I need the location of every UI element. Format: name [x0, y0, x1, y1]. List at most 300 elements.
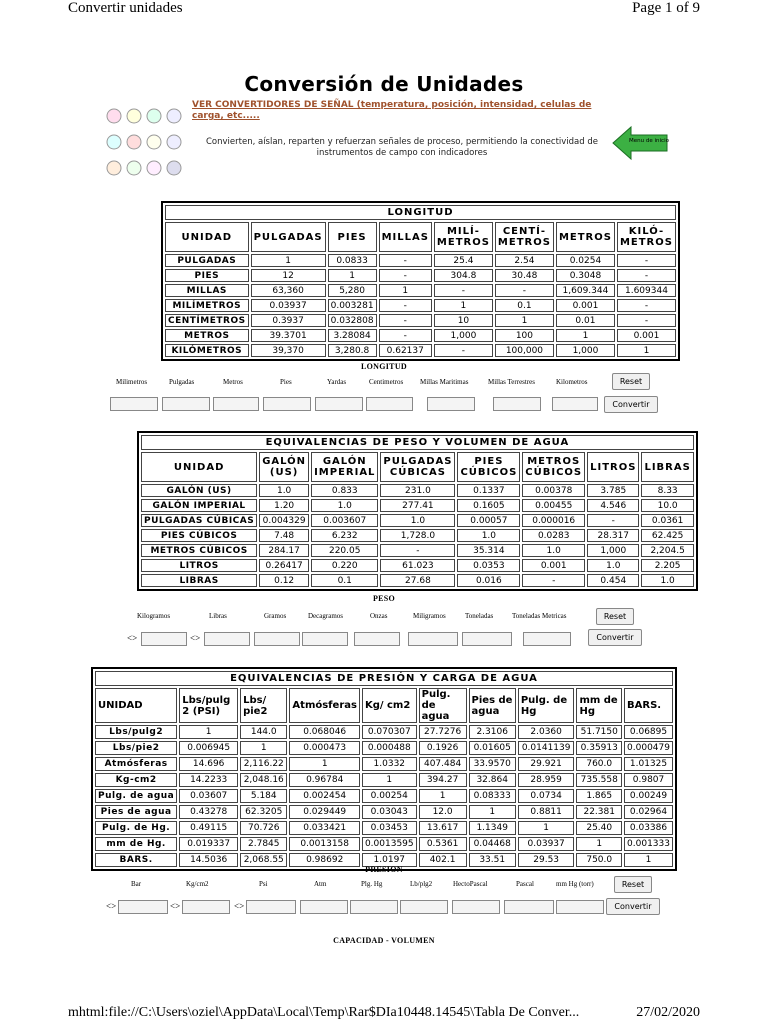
- table-cell: 30.48: [495, 269, 554, 282]
- banner-description: Convierten, aíslan, reparten y refuerzan señales de proceso, permitiendo la conectividad de instrumentos de campo con indicadores: [206, 137, 598, 158]
- length-header-7: KILÓ-METROS: [617, 222, 676, 252]
- print-header-title: Convertir unidades: [68, 0, 183, 16]
- length-form-labels: [0, 378, 768, 388]
- length-header-6: METROS: [556, 222, 615, 252]
- signal-converters-link[interactable]: VER CONVERTIDORES DE SEÑAL (temperatura, posición, intensidad, celulas de carga, etc.....: [192, 100, 592, 121]
- row-header: METROS CÚBICOS: [141, 544, 257, 557]
- pressure-form-labels: [0, 880, 768, 892]
- pressure-convert-button[interactable]: Convertir: [606, 898, 660, 915]
- longitud-input-7[interactable]: [493, 397, 541, 411]
- table-cell: 1: [240, 741, 287, 755]
- table-cell: 1: [576, 837, 622, 851]
- length-header-4: MILÍ-METROS: [434, 222, 493, 252]
- table-row: [95, 789, 673, 803]
- table-cell: 3,280.8: [328, 344, 377, 357]
- table-cell: 0.96784: [289, 773, 360, 787]
- table-cell: 0.016: [457, 574, 520, 587]
- table-cell: 1: [251, 254, 326, 267]
- longitud-label-0: Milimetros: [116, 378, 148, 386]
- table-cell: 3.28084: [328, 329, 377, 342]
- table-cell: 0.00455: [522, 499, 585, 512]
- peso-input-7[interactable]: [523, 632, 571, 646]
- pressure-table: [91, 667, 677, 871]
- row-header: METROS: [165, 329, 249, 342]
- table-row: [141, 529, 694, 542]
- table-cell: 0.00378: [522, 484, 585, 497]
- table-cell: 1.0: [311, 499, 378, 512]
- table-cell: 0.03937: [518, 837, 575, 851]
- table-row: [165, 299, 676, 312]
- table-row: [165, 284, 676, 297]
- peso-input-5[interactable]: [408, 632, 458, 646]
- table-cell: 1: [518, 821, 575, 835]
- table-cell: 0.0283: [522, 529, 585, 542]
- presion-prefix-1: <>: [170, 901, 181, 911]
- table-cell: 2.0360: [518, 725, 575, 739]
- table-cell: 2,116.22: [240, 757, 287, 771]
- presion-prefix-2: <>: [234, 901, 245, 911]
- table-cell: 0.04468: [469, 837, 516, 851]
- table-row: [95, 805, 673, 819]
- table-cell: 284.17: [259, 544, 309, 557]
- row-header: Kg-cm2: [95, 773, 177, 787]
- table-cell: 304.8: [434, 269, 493, 282]
- longitud-label-2: Metros: [223, 378, 243, 386]
- table-cell: 1,000: [556, 344, 615, 357]
- table-cell: 0.000016: [522, 514, 585, 527]
- pressure-header-9: BARS.: [624, 688, 673, 723]
- table-cell: 0.3937: [251, 314, 326, 327]
- table-cell: 22.381: [576, 805, 622, 819]
- table-cell: 0.62137: [379, 344, 432, 357]
- table-cell: 0.49115: [179, 821, 238, 835]
- presion-label-1: Kg/cm2: [186, 880, 209, 888]
- peso-label-5: Miligramos: [413, 612, 446, 620]
- table-cell: 13.617: [419, 821, 467, 835]
- table-row: [141, 559, 694, 572]
- table-cell: 27.7276: [419, 725, 467, 739]
- table-cell: 0.454: [587, 574, 639, 587]
- table-cell: -: [379, 299, 432, 312]
- row-header: PIES CÚBICOS: [141, 529, 257, 542]
- table-row: [165, 314, 676, 327]
- pressure-form-title: PRESION: [365, 865, 403, 874]
- presion-input-0[interactable]: [118, 900, 168, 914]
- table-cell: -: [617, 269, 676, 282]
- weight-header-4: PIES CÚBICOS: [457, 452, 520, 482]
- table-cell: 402.1: [419, 853, 467, 867]
- table-cell: 0.02964: [624, 805, 673, 819]
- table-cell: 35.314: [457, 544, 520, 557]
- peso-input-3[interactable]: [302, 632, 348, 646]
- presion-input-3[interactable]: [300, 900, 348, 914]
- row-header: Atmósferas: [95, 757, 177, 771]
- table-cell: 2.205: [641, 559, 693, 572]
- table-cell: 0.0361: [641, 514, 693, 527]
- presion-label-2: Psi: [259, 880, 268, 888]
- table-cell: 0.0141139: [518, 741, 575, 755]
- table-cell: 0.033421: [289, 821, 360, 835]
- table-cell: 2,204.5: [641, 544, 693, 557]
- longitud-input-0[interactable]: [110, 397, 158, 411]
- table-row: [165, 329, 676, 342]
- table-cell: 1: [469, 805, 516, 819]
- table-cell: 760.0: [576, 757, 622, 771]
- longitud-label-4: Yardas: [327, 378, 347, 386]
- table-cell: 0.019337: [179, 837, 238, 851]
- weight-form-labels: [0, 612, 768, 622]
- table-cell: 10.0: [641, 499, 693, 512]
- table-cell: 28.959: [518, 773, 575, 787]
- table-cell: 1: [328, 269, 377, 282]
- table-cell: 1: [179, 725, 238, 739]
- table-cell: 39,370: [251, 344, 326, 357]
- print-footer-date: 27/02/2020: [636, 1005, 700, 1020]
- table-cell: 0.1337: [457, 484, 520, 497]
- table-cell: 1.609344: [617, 284, 676, 297]
- table-cell: 0.0013158: [289, 837, 360, 851]
- pressure-header-3: Atmósferas: [289, 688, 360, 723]
- table-cell: 100,000: [495, 344, 554, 357]
- table-row: [95, 725, 673, 739]
- table-cell: 1: [617, 344, 676, 357]
- table-cell: 2.54: [495, 254, 554, 267]
- table-row: [141, 484, 694, 497]
- table-cell: 0.1926: [419, 741, 467, 755]
- row-header: PULGADAS: [165, 254, 249, 267]
- presion-input-2[interactable]: [246, 900, 296, 914]
- table-cell: 0.001: [556, 299, 615, 312]
- table-cell: -: [617, 254, 676, 267]
- weight-reset-button[interactable]: Reset: [596, 608, 634, 625]
- row-header: Lbs/pulg2: [95, 725, 177, 739]
- presion-input-8[interactable]: [556, 900, 604, 914]
- presion-label-6: HectoPascal: [453, 880, 488, 888]
- pressure-reset-button[interactable]: Reset: [614, 876, 652, 893]
- presion-input-6[interactable]: [452, 900, 500, 914]
- table-row: [95, 741, 673, 755]
- table-cell: 0.03043: [362, 805, 417, 819]
- pressure-header-1: Lbs/pulg 2 (PSI): [179, 688, 238, 723]
- table-cell: 0.003281: [328, 299, 377, 312]
- table-cell: 0.070307: [362, 725, 417, 739]
- weight-header-6: LITROS: [587, 452, 639, 482]
- table-cell: 1,000: [434, 329, 493, 342]
- table-cell: 0.8811: [518, 805, 575, 819]
- table-row: [165, 254, 676, 267]
- table-cell: 1.0: [522, 544, 585, 557]
- menu-arrow-label: Menu de inicio: [629, 138, 669, 144]
- table-cell: 1.0: [380, 514, 455, 527]
- table-cell: 0.5361: [419, 837, 467, 851]
- menu-arrow-icon[interactable]: [611, 125, 669, 161]
- table-cell: 63,360: [251, 284, 326, 297]
- table-cell: 144.0: [240, 725, 287, 739]
- row-header: Pulg. de agua: [95, 789, 177, 803]
- peso-input-0[interactable]: [141, 632, 187, 646]
- longitud-label-1: Pulgadas: [169, 378, 195, 386]
- table-cell: 0.0734: [518, 789, 575, 803]
- table-cell: 0.03607: [179, 789, 238, 803]
- table-cell: 735.558: [576, 773, 622, 787]
- table-cell: 0.032808: [328, 314, 377, 327]
- longitud-input-4[interactable]: [315, 397, 363, 411]
- table-cell: 14.5036: [179, 853, 238, 867]
- table-cell: 0.029449: [289, 805, 360, 819]
- weight-header-5: METROS CÚBICOS: [522, 452, 585, 482]
- table-cell: 0.000488: [362, 741, 417, 755]
- table-row: [95, 773, 673, 787]
- table-cell: 0.1: [495, 299, 554, 312]
- presion-label-8: mm Hg (torr): [556, 880, 594, 888]
- table-cell: -: [617, 314, 676, 327]
- table-cell: 231.0: [380, 484, 455, 497]
- row-header: mm de Hg.: [95, 837, 177, 851]
- table-cell: -: [522, 574, 585, 587]
- table-cell: 1.20: [259, 499, 309, 512]
- weight-header-2: GALÓN IMPERIAL: [311, 452, 378, 482]
- table-cell: 1: [434, 299, 493, 312]
- table-cell: 27.68: [380, 574, 455, 587]
- table-cell: 0.001: [522, 559, 585, 572]
- table-cell: 25.4: [434, 254, 493, 267]
- table-cell: 0.1605: [457, 499, 520, 512]
- presion-input-5[interactable]: [400, 900, 448, 914]
- table-cell: 61.023: [380, 559, 455, 572]
- weight-table-caption: EQUIVALENCIAS DE PESO Y VOLUMEN DE AGUA: [141, 435, 694, 450]
- pressure-header-2: Lbs/ pie2: [240, 688, 287, 723]
- row-header: PIES: [165, 269, 249, 282]
- weight-header-3: PULGADAS CÚBICAS: [380, 452, 455, 482]
- table-row: [141, 499, 694, 512]
- row-header: LITROS: [141, 559, 257, 572]
- table-cell: 1,609.344: [556, 284, 615, 297]
- row-header: BARS.: [95, 853, 177, 867]
- table-cell: 0.00254: [362, 789, 417, 803]
- table-cell: 0.833: [311, 484, 378, 497]
- table-cell: 0.98692: [289, 853, 360, 867]
- row-header: KILÓMETROS: [165, 344, 249, 357]
- table-cell: 0.002454: [289, 789, 360, 803]
- longitud-input-1[interactable]: [162, 397, 210, 411]
- table-cell: 2,068.55: [240, 853, 287, 867]
- table-cell: 1.865: [576, 789, 622, 803]
- weight-convert-button[interactable]: Convertir: [588, 629, 642, 646]
- peso-label-6: Toneladas: [465, 612, 494, 620]
- table-cell: 33.9570: [469, 757, 516, 771]
- row-header: Lbs/pie2: [95, 741, 177, 755]
- table-cell: 0.1: [311, 574, 378, 587]
- table-cell: 0.01: [556, 314, 615, 327]
- table-row: [141, 544, 694, 557]
- weight-form-title: PESO: [372, 594, 396, 603]
- table-cell: 1,000: [587, 544, 639, 557]
- peso-prefix-0: <>: [127, 633, 138, 643]
- table-cell: 1.01325: [624, 757, 673, 771]
- table-cell: 25.40: [576, 821, 622, 835]
- product-logos-image: [104, 104, 190, 180]
- table-cell: 0.03453: [362, 821, 417, 835]
- table-row: [141, 514, 694, 527]
- table-cell: 220.05: [311, 544, 378, 557]
- table-row: [95, 821, 673, 835]
- table-cell: 1: [495, 314, 554, 327]
- print-header-page: Page 1 of 9: [632, 0, 700, 16]
- presion-label-3: Atm: [314, 880, 327, 888]
- longitud-input-5[interactable]: [366, 397, 413, 411]
- presion-input-4[interactable]: [350, 900, 398, 914]
- longitud-input-8[interactable]: [552, 397, 598, 411]
- table-cell: 28.317: [587, 529, 639, 542]
- table-cell: 32.864: [469, 773, 516, 787]
- peso-input-4[interactable]: [354, 632, 400, 646]
- peso-input-6[interactable]: [462, 632, 512, 646]
- table-cell: 277.41: [380, 499, 455, 512]
- presion-label-4: Plg. Hg: [361, 880, 383, 888]
- length-convert-button[interactable]: Convertir: [604, 396, 658, 413]
- table-cell: 0.43278: [179, 805, 238, 819]
- table-cell: 70.726: [240, 821, 287, 835]
- capacity-volume-title: CAPACIDAD - VOLUMEN: [333, 936, 435, 945]
- table-cell: 1: [556, 329, 615, 342]
- table-cell: 29.921: [518, 757, 575, 771]
- table-cell: -: [434, 284, 493, 297]
- table-cell: -: [434, 344, 493, 357]
- row-header: LIBRAS: [141, 574, 257, 587]
- pressure-header-6: Pies de agua: [469, 688, 516, 723]
- table-cell: 10: [434, 314, 493, 327]
- table-cell: 0.12: [259, 574, 309, 587]
- table-cell: 1.0197: [362, 853, 417, 867]
- table-cell: 0.9807: [624, 773, 673, 787]
- table-cell: 62.3205: [240, 805, 287, 819]
- table-cell: 0.35913: [576, 741, 622, 755]
- table-row: [141, 574, 694, 587]
- presion-input-1[interactable]: [182, 900, 230, 914]
- table-cell: 1: [624, 853, 673, 867]
- table-cell: 62.425: [641, 529, 693, 542]
- pressure-header-7: Pulg. de Hg: [518, 688, 575, 723]
- table-cell: 0.03386: [624, 821, 673, 835]
- presion-label-5: Lb/plg2: [410, 880, 433, 888]
- table-cell: 2.3106: [469, 725, 516, 739]
- table-cell: 12: [251, 269, 326, 282]
- peso-label-0: Kilogramos: [137, 612, 171, 620]
- peso-label-1: Libras: [209, 612, 227, 620]
- table-cell: 0.00057: [457, 514, 520, 527]
- table-cell: 7.48: [259, 529, 309, 542]
- table-cell: 8.33: [641, 484, 693, 497]
- longitud-label-3: Pies: [280, 378, 292, 386]
- length-header-3: MILLAS: [379, 222, 432, 252]
- page-title: Conversión de Unidades: [244, 72, 524, 96]
- length-header-5: CENTÍ-METROS: [495, 222, 554, 252]
- table-cell: 1: [379, 284, 432, 297]
- table-cell: -: [617, 299, 676, 312]
- presion-label-0: Bar: [131, 880, 142, 888]
- table-cell: 0.06895: [624, 725, 673, 739]
- pressure-header-0: UNIDAD: [95, 688, 177, 723]
- table-cell: 0.0254: [556, 254, 615, 267]
- table-cell: 0.0353: [457, 559, 520, 572]
- table-cell: 100: [495, 329, 554, 342]
- table-cell: 4.546: [587, 499, 639, 512]
- table-cell: 1.0332: [362, 757, 417, 771]
- table-cell: 1.0: [641, 574, 693, 587]
- longitud-input-3[interactable]: [263, 397, 311, 411]
- table-cell: -: [379, 254, 432, 267]
- longitud-label-8: Kilometros: [556, 378, 588, 386]
- presion-input-7[interactable]: [504, 900, 554, 914]
- row-header: PULGADAS CÚBICAS: [141, 514, 257, 527]
- length-header-2: PIES: [328, 222, 377, 252]
- table-cell: 1: [362, 773, 417, 787]
- peso-label-4: Onzas: [370, 612, 388, 620]
- peso-label-3: Decagramos: [308, 612, 343, 620]
- peso-input-1[interactable]: [204, 632, 250, 646]
- table-cell: 0.0833: [328, 254, 377, 267]
- table-cell: 0.000473: [289, 741, 360, 755]
- table-cell: 0.00249: [624, 789, 673, 803]
- print-footer-path: mhtml:file://C:\Users\oziel\AppData\Local\Temp\Rar$DIa10448.14545\Tabla De Conver...: [68, 1005, 580, 1020]
- table-row: [95, 757, 673, 771]
- table-cell: 0.26417: [259, 559, 309, 572]
- length-reset-button[interactable]: Reset: [612, 373, 650, 390]
- table-cell: 750.0: [576, 853, 622, 867]
- pressure-header-8: mm de Hg: [576, 688, 622, 723]
- longitud-label-5: Centimetros: [369, 378, 404, 386]
- weight-header-7: LIBRAS: [641, 452, 693, 482]
- table-cell: 1.0: [457, 529, 520, 542]
- table-cell: 1: [419, 789, 467, 803]
- table-cell: 0.000479: [624, 741, 673, 755]
- table-cell: 3.785: [587, 484, 639, 497]
- table-cell: 1.0: [259, 484, 309, 497]
- table-cell: 0.0013595: [362, 837, 417, 851]
- table-row: [165, 344, 676, 357]
- table-cell: 33.51: [469, 853, 516, 867]
- table-cell: 51.7150: [576, 725, 622, 739]
- longitud-input-2[interactable]: [213, 397, 259, 411]
- weight-volume-table: [137, 431, 698, 591]
- length-header-1: PULGADAS: [251, 222, 326, 252]
- table-cell: -: [379, 269, 432, 282]
- row-header: Pulg. de Hg.: [95, 821, 177, 835]
- row-header: GALÓN (US): [141, 484, 257, 497]
- table-cell: 0.08333: [469, 789, 516, 803]
- pressure-header-5: Pulg. de agua: [419, 688, 467, 723]
- longitud-input-6[interactable]: [427, 397, 475, 411]
- table-cell: 5,280: [328, 284, 377, 297]
- weight-header-0: UNIDAD: [141, 452, 257, 482]
- table-cell: 6.232: [311, 529, 378, 542]
- peso-input-2[interactable]: [254, 632, 300, 646]
- table-cell: -: [379, 314, 432, 327]
- table-cell: 39.3701: [251, 329, 326, 342]
- table-cell: 29.53: [518, 853, 575, 867]
- table-cell: 12.0: [419, 805, 467, 819]
- table-cell: 0.01605: [469, 741, 516, 755]
- table-cell: -: [587, 514, 639, 527]
- length-table: [161, 201, 680, 361]
- table-cell: 0.068046: [289, 725, 360, 739]
- table-cell: 1.0: [587, 559, 639, 572]
- length-header-0: UNIDAD: [165, 222, 249, 252]
- peso-label-7: Toneladas Metricas: [512, 612, 567, 620]
- table-cell: 2.7845: [240, 837, 287, 851]
- table-cell: -: [495, 284, 554, 297]
- table-cell: 2,048.16: [240, 773, 287, 787]
